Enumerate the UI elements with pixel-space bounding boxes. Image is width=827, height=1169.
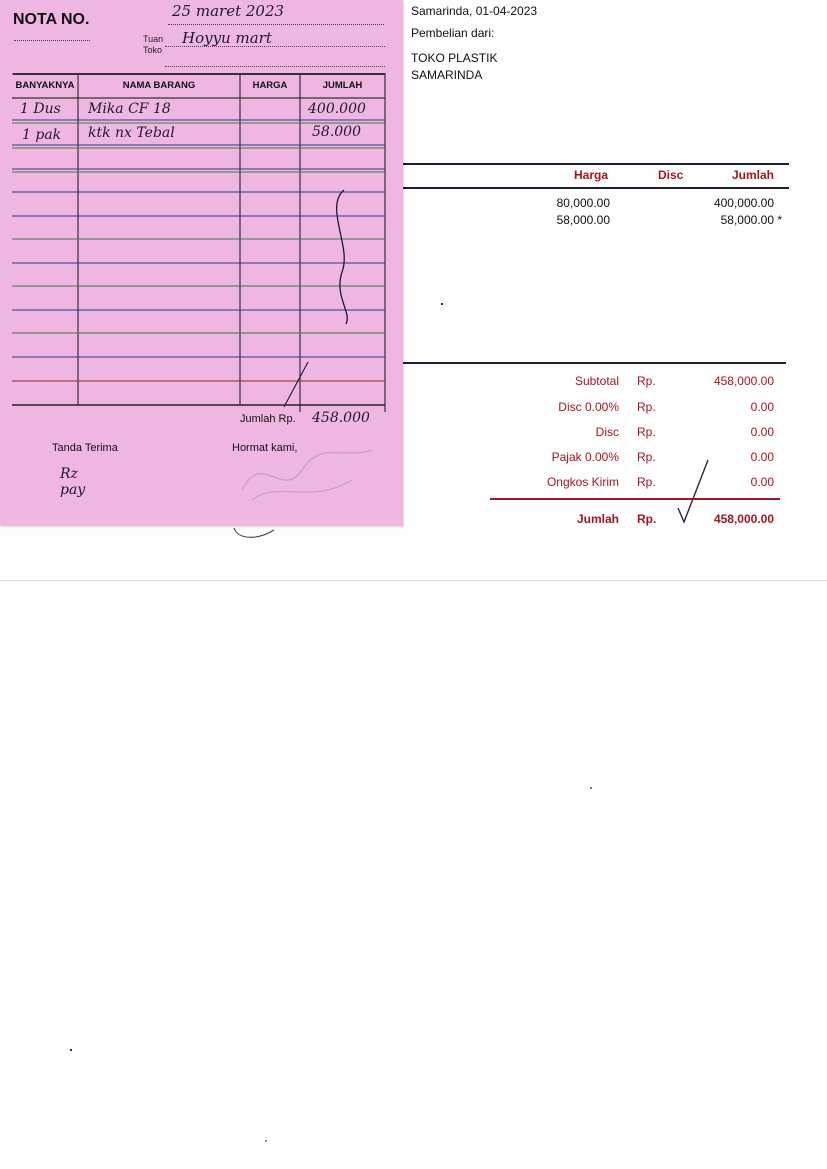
- row-quantity: 1 pak: [22, 127, 62, 143]
- purchase-from-label: Pembelian dari:: [411, 26, 495, 40]
- discount-value: 0.00: [750, 425, 774, 439]
- item-amount: 400,000.00: [713, 196, 774, 210]
- speck: [441, 303, 443, 305]
- row-amount: 58.000: [312, 124, 361, 140]
- checkmark-icon: [672, 456, 712, 526]
- receipt-number-line: [14, 40, 90, 41]
- receipt-date: 25 maret 2023: [172, 2, 285, 20]
- receiver-initials: Rz pay: [60, 466, 86, 498]
- regards-label: Hormat kami,: [232, 442, 298, 454]
- header-price: HARGA: [252, 80, 288, 91]
- ink-scribble: [228, 520, 288, 544]
- shipping-value: 0.00: [750, 475, 774, 489]
- subtotal-value: 458,000.00: [713, 374, 774, 388]
- subtotal-label: Subtotal: [574, 374, 619, 388]
- item-price: 80,000.00: [556, 196, 610, 210]
- customer-line: [165, 46, 385, 47]
- header-quantity: BANYAKNYA: [15, 80, 75, 91]
- customer-name: Hoyyu mart: [182, 29, 272, 47]
- currency-label: Rp.: [637, 425, 656, 439]
- signature-watermark: [232, 430, 382, 510]
- currency-label: Rp.: [637, 450, 656, 464]
- discount-percent-value: 0.00: [750, 400, 774, 414]
- toko-label: Toko: [143, 45, 163, 55]
- header-item-name: NAMA BARANG: [122, 80, 196, 91]
- currency-label: Rp.: [637, 374, 656, 388]
- column-header-discount: Disc: [658, 168, 684, 182]
- currency-label: Rp.: [637, 475, 656, 489]
- row-quantity: 1 Dus: [20, 101, 61, 117]
- currency-label: Rp.: [637, 512, 657, 526]
- discount-percent-label: Disc 0.00%: [558, 400, 619, 414]
- shipping-label: Ongkos Kirim: [546, 475, 619, 489]
- total-label: Jumlah: [576, 512, 619, 526]
- table-header-rule: [403, 187, 789, 189]
- supplier-city: SAMARINDA: [411, 68, 483, 82]
- received-label: Tanda Terima: [52, 442, 118, 454]
- total-rule: [490, 498, 780, 500]
- tuan-label: Tuan: [143, 34, 164, 44]
- scanned-document: [0, 0, 827, 581]
- date-line: [168, 24, 384, 25]
- total-value: 458,000.00: [713, 512, 774, 526]
- column-header-price: Harga: [574, 168, 609, 182]
- item-price: 58,000.00: [556, 213, 610, 227]
- discount-label: Disc: [595, 425, 619, 439]
- header-amount: JUMLAH: [322, 80, 363, 91]
- speck: [265, 1140, 267, 1142]
- customer-line-2: [165, 66, 385, 67]
- pink-receipt: [0, 0, 403, 526]
- speck: [70, 1049, 72, 1051]
- receipt-total-label: Jumlah Rp.: [240, 413, 296, 425]
- speck: [590, 787, 592, 789]
- tax-value: 0.00: [750, 450, 774, 464]
- column-header-amount: Jumlah: [732, 168, 775, 182]
- invoice-place-date: Samarinda, 01-04-2023: [411, 4, 538, 18]
- supplier-name: TOKO PLASTIK: [411, 51, 498, 65]
- table-top-rule: [403, 163, 789, 165]
- currency-label: Rp.: [637, 400, 656, 414]
- receipt-table-grid: [12, 72, 387, 412]
- item-amount: 58,000.00 *: [720, 213, 782, 227]
- table-bottom-rule: [403, 362, 786, 364]
- tax-label: Pajak 0.00%: [551, 450, 619, 464]
- row-item-name: ktk nx Tebal: [88, 125, 175, 141]
- row-amount: 400.000: [308, 101, 366, 117]
- receipt-title: NOTA NO.: [13, 11, 90, 28]
- row-item-name: Mika CF 18: [88, 101, 171, 117]
- receipt-total-value: 458.000: [312, 410, 370, 426]
